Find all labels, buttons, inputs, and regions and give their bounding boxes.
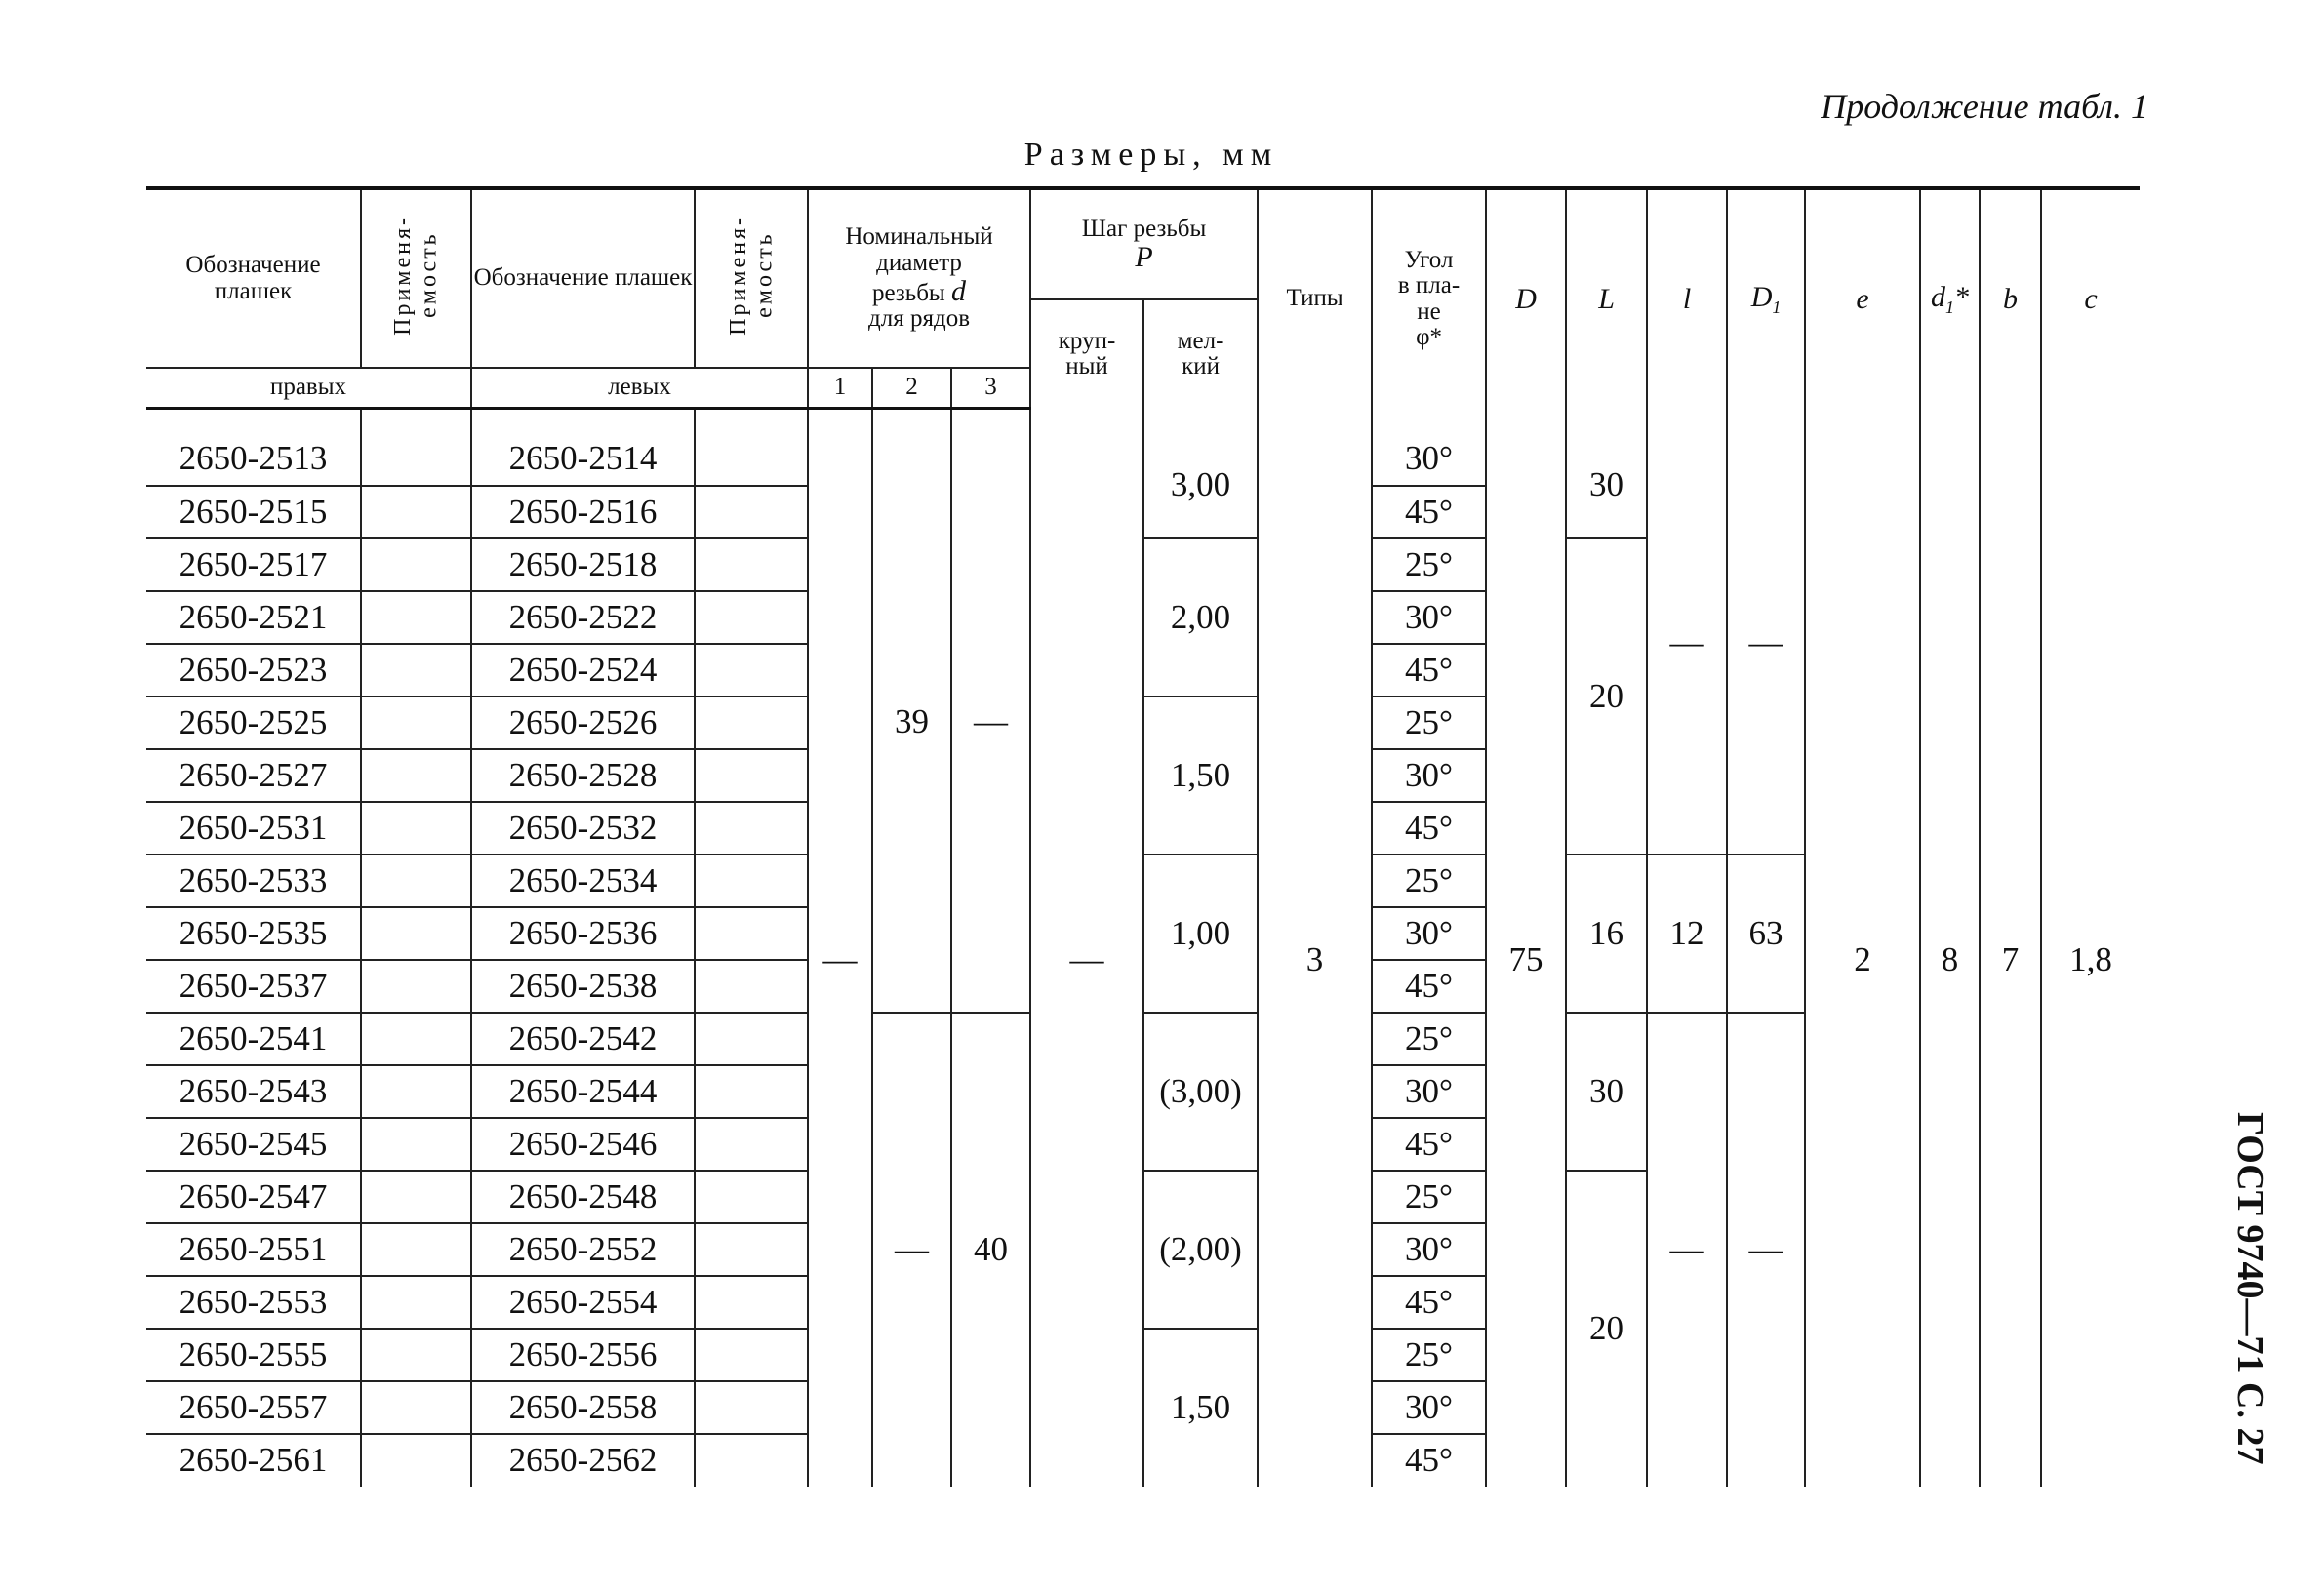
header-pitch-label: Шаг резьбы (1081, 215, 1207, 242)
spacer-cell (951, 408, 1030, 433)
header-designation-left: Обозначение плашек (471, 188, 695, 368)
cell-angle: 45° (1372, 1434, 1486, 1487)
cell-angle: 45° (1372, 802, 1486, 855)
cell-angle: 30° (1372, 749, 1486, 802)
cell-designation-right: 2650-2515 (146, 486, 361, 538)
cell-applicability-left (695, 696, 808, 749)
cell-angle: 25° (1372, 1329, 1486, 1381)
header-pitch-coarse (1030, 299, 1143, 408)
cell-angle: 30° (1372, 591, 1486, 644)
cell-applicability-right (361, 433, 471, 486)
cell-applicability-right (361, 538, 471, 591)
cell-applicability-left (695, 1434, 808, 1487)
cell-designation-left: 2650-2514 (471, 433, 695, 486)
header-applicability-right (361, 188, 471, 368)
cell-designation-right: 2650-2547 (146, 1171, 361, 1223)
cell-applicability-right (361, 855, 471, 907)
cell-designation-right: 2650-2555 (146, 1329, 361, 1381)
cell-e: 2 (1805, 433, 1920, 1487)
header-nominal-diameter (808, 188, 1030, 368)
cell-applicability-right (361, 1381, 471, 1434)
header-D1-subscript: 1 (1772, 297, 1782, 317)
spacer-cell (695, 408, 808, 433)
cell-pitch-fine: (3,00) (1143, 1013, 1258, 1171)
header-coarse-line1: круп- (1058, 327, 1116, 354)
cell-pitch-fine: 1,00 (1143, 855, 1258, 1013)
cell-designation-left: 2650-2532 (471, 802, 695, 855)
cell-designation-left: 2650-2542 (471, 1013, 695, 1065)
cell-designation-right: 2650-2545 (146, 1118, 361, 1171)
cell-D: 75 (1486, 433, 1566, 1487)
cell-designation-left: 2650-2518 (471, 538, 695, 591)
cell-designation-left: 2650-2556 (471, 1329, 695, 1381)
cell-d-series1: — (808, 433, 872, 1487)
header-angle-line3: не (1417, 298, 1441, 325)
cell-applicability-left (695, 538, 808, 591)
cell-designation-left: 2650-2522 (471, 591, 695, 644)
cell-designation-left: 2650-2562 (471, 1434, 695, 1487)
header-applicability-line2: емость (751, 232, 777, 319)
cell-pitch-fine: 1,50 (1143, 696, 1258, 855)
header-fine-line1: мел- (1177, 327, 1224, 354)
cell-applicability-right (361, 1434, 471, 1487)
cell-applicability-right (361, 1223, 471, 1276)
cell-designation-right: 2650-2513 (146, 433, 361, 486)
spacer-cell (872, 408, 951, 433)
header-d1-star: * (1954, 280, 1970, 313)
header-designation-right: Обозначение плашек (146, 188, 361, 368)
header-diameter-line4: для рядов (868, 305, 970, 333)
table-body (146, 408, 2140, 1487)
header-applicability-left (695, 188, 808, 368)
spacer-cell (1805, 408, 1920, 433)
cell-angle: 45° (1372, 1118, 1486, 1171)
cell-d-series2: 39 (872, 433, 951, 1013)
cell-applicability-left (695, 1223, 808, 1276)
cell-designation-right: 2650-2557 (146, 1381, 361, 1434)
table-row (146, 433, 2140, 486)
cell-D1: — (1727, 1013, 1805, 1487)
cell-angle: 30° (1372, 1381, 1486, 1434)
cell-designation-left: 2650-2552 (471, 1223, 695, 1276)
cell-angle: 45° (1372, 644, 1486, 696)
cell-applicability-right (361, 644, 471, 696)
header-types: Типы (1258, 188, 1372, 408)
units-caption: Размеры, мм (1023, 137, 1279, 173)
header-diameter-symbol: d (950, 274, 966, 307)
cell-applicability-left (695, 749, 808, 802)
cell-b: 7 (1980, 433, 2041, 1487)
cell-applicability-right (361, 696, 471, 749)
cell-applicability-left (695, 1381, 808, 1434)
cell-applicability-right (361, 1329, 471, 1381)
cell-L: 16 (1566, 855, 1647, 1013)
header-d1-subscript: 1 (1945, 297, 1955, 317)
spacer-cell (1566, 408, 1647, 433)
continuation-label: Продолжение табл. 1 (1821, 87, 2148, 126)
cell-pitch-fine: 3,00 (1143, 433, 1258, 538)
cell-designation-right: 2650-2533 (146, 855, 361, 907)
cell-designation-left: 2650-2516 (471, 486, 695, 538)
cell-applicability-left (695, 855, 808, 907)
header-d1-letter: d (1931, 280, 1946, 313)
cell-designation-left: 2650-2548 (471, 1171, 695, 1223)
cell-applicability-right (361, 907, 471, 960)
spacer-cell (2041, 408, 2140, 433)
header-series-1: 1 (808, 368, 872, 408)
cell-angle: 25° (1372, 1013, 1486, 1065)
spacer-cell (471, 408, 695, 433)
header-diameter-line1: Номинальный (845, 223, 993, 251)
header-e: e (1805, 188, 1920, 408)
cell-applicability-right (361, 960, 471, 1013)
cell-L: 20 (1566, 1171, 1647, 1487)
cell-designation-right: 2650-2517 (146, 538, 361, 591)
cell-d1: 8 (1920, 433, 1980, 1487)
cell-designation-right: 2650-2541 (146, 1013, 361, 1065)
cell-applicability-left (695, 486, 808, 538)
header-D: D (1486, 188, 1566, 408)
cell-applicability-left (695, 644, 808, 696)
cell-l: — (1647, 1013, 1727, 1487)
side-page-label: ГОСТ 9740—71 С. 27 (2229, 1112, 2270, 1465)
cell-d-series3: — (951, 433, 1030, 1013)
cell-L: 20 (1566, 538, 1647, 855)
header-pitch-symbol: P (1135, 240, 1153, 273)
cell-applicability-right (361, 802, 471, 855)
cell-designation-right: 2650-2553 (146, 1276, 361, 1329)
cell-applicability-right (361, 749, 471, 802)
spacer-cell (1727, 408, 1805, 433)
cell-designation-right: 2650-2535 (146, 907, 361, 960)
cell-angle: 30° (1372, 1065, 1486, 1118)
cell-applicability-left (695, 1013, 808, 1065)
spacer-cell (1372, 408, 1486, 433)
spacer-cell (1143, 408, 1258, 433)
cell-designation-right: 2650-2551 (146, 1223, 361, 1276)
header-coarse-line2: ный (1065, 353, 1108, 379)
header-angle-line1: Угол (1404, 247, 1454, 273)
spacer-cell (1980, 408, 2041, 433)
cell-l: 12 (1647, 855, 1727, 1013)
spacer-cell (146, 408, 361, 433)
header-angle-line2: в пла- (1397, 272, 1461, 299)
cell-designation-right: 2650-2521 (146, 591, 361, 644)
header-L: L (1566, 188, 1647, 408)
cell-designation-left: 2650-2536 (471, 907, 695, 960)
header-c: c (2041, 188, 2140, 408)
header-D1 (1727, 188, 1805, 408)
cell-designation-right: 2650-2527 (146, 749, 361, 802)
spacer-cell (1258, 408, 1372, 433)
cell-angle: 25° (1372, 538, 1486, 591)
cell-designation-left: 2650-2554 (471, 1276, 695, 1329)
header-thread-pitch (1030, 188, 1258, 299)
cell-applicability-right (361, 486, 471, 538)
cell-types: 3 (1258, 433, 1372, 1487)
cell-designation-right: 2650-2543 (146, 1065, 361, 1118)
cell-D1: 63 (1727, 855, 1805, 1013)
header-applicability-line2: емость (416, 232, 442, 319)
cell-d-series2: — (872, 1013, 951, 1487)
header-d1 (1920, 188, 1980, 408)
cell-designation-right: 2650-2531 (146, 802, 361, 855)
header-pitch-fine (1143, 299, 1258, 408)
cell-angle: 45° (1372, 960, 1486, 1013)
cell-angle: 45° (1372, 1276, 1486, 1329)
cell-applicability-right (361, 1276, 471, 1329)
cell-pitch-coarse: — (1030, 433, 1143, 1487)
cell-designation-left: 2650-2546 (471, 1118, 695, 1171)
cell-applicability-left (695, 1171, 808, 1223)
cell-applicability-left (695, 1329, 808, 1381)
cell-designation-right: 2650-2525 (146, 696, 361, 749)
cell-designation-left: 2650-2526 (471, 696, 695, 749)
header-fine-line2: кий (1182, 353, 1220, 379)
header-angle-line4: φ* (1416, 323, 1443, 350)
spacer-cell (1647, 408, 1727, 433)
cell-applicability-left (695, 591, 808, 644)
cell-angle: 30° (1372, 907, 1486, 960)
cell-applicability-left (695, 960, 808, 1013)
cell-angle: 30° (1372, 433, 1486, 486)
cell-applicability-left (695, 433, 808, 486)
cell-applicability-left (695, 1118, 808, 1171)
cell-D1: — (1727, 433, 1805, 855)
cell-angle: 25° (1372, 696, 1486, 749)
spacer-cell (1030, 408, 1143, 433)
header-diameter-line2: диаметр (876, 249, 962, 276)
cell-designation-right: 2650-2537 (146, 960, 361, 1013)
header-right-hand: правых (146, 368, 471, 408)
header-series-2: 2 (872, 368, 951, 408)
cell-angle: 25° (1372, 855, 1486, 907)
cell-designation-left: 2650-2544 (471, 1065, 695, 1118)
cell-angle: 45° (1372, 486, 1486, 538)
cell-designation-right: 2650-2561 (146, 1434, 361, 1487)
spacer-row (146, 408, 2140, 433)
cell-designation-left: 2650-2524 (471, 644, 695, 696)
cell-l: — (1647, 433, 1727, 855)
spacer-cell (1486, 408, 1566, 433)
dies-dimension-table (146, 186, 2140, 1487)
header-l: l (1647, 188, 1727, 408)
cell-applicability-right (361, 1171, 471, 1223)
cell-applicability-left (695, 1276, 808, 1329)
cell-angle: 25° (1372, 1171, 1486, 1223)
header-left-hand: левых (471, 368, 808, 408)
cell-applicability-right (361, 1065, 471, 1118)
spacer-cell (1920, 408, 1980, 433)
cell-applicability-left (695, 802, 808, 855)
cell-d-series3: 40 (951, 1013, 1030, 1487)
cell-designation-right: 2650-2523 (146, 644, 361, 696)
header-b: b (1980, 188, 2041, 408)
spacer-cell (361, 408, 471, 433)
header-diameter-line3: резьбы (872, 279, 945, 306)
cell-angle: 30° (1372, 1223, 1486, 1276)
header-applicability-line1: Применя- (725, 215, 751, 337)
cell-designation-left: 2650-2534 (471, 855, 695, 907)
cell-applicability-left (695, 1065, 808, 1118)
cell-L: 30 (1566, 1013, 1647, 1171)
cell-L: 30 (1566, 433, 1647, 538)
cell-pitch-fine: 2,00 (1143, 538, 1258, 696)
header-angle (1372, 188, 1486, 408)
cell-pitch-fine: 1,50 (1143, 1329, 1258, 1487)
cell-designation-left: 2650-2558 (471, 1381, 695, 1434)
cell-applicability-right (361, 1118, 471, 1171)
header-D1-letter: D (1750, 280, 1773, 313)
cell-pitch-fine: (2,00) (1143, 1171, 1258, 1329)
header-applicability-line1: Применя- (390, 215, 417, 337)
spacer-cell (808, 408, 872, 433)
cell-applicability-right (361, 1013, 471, 1065)
cell-designation-left: 2650-2538 (471, 960, 695, 1013)
header-series-3: 3 (951, 368, 1030, 408)
cell-designation-left: 2650-2528 (471, 749, 695, 802)
cell-applicability-right (361, 591, 471, 644)
cell-c: 1,8 (2069, 939, 2112, 978)
cell-applicability-left (695, 907, 808, 960)
